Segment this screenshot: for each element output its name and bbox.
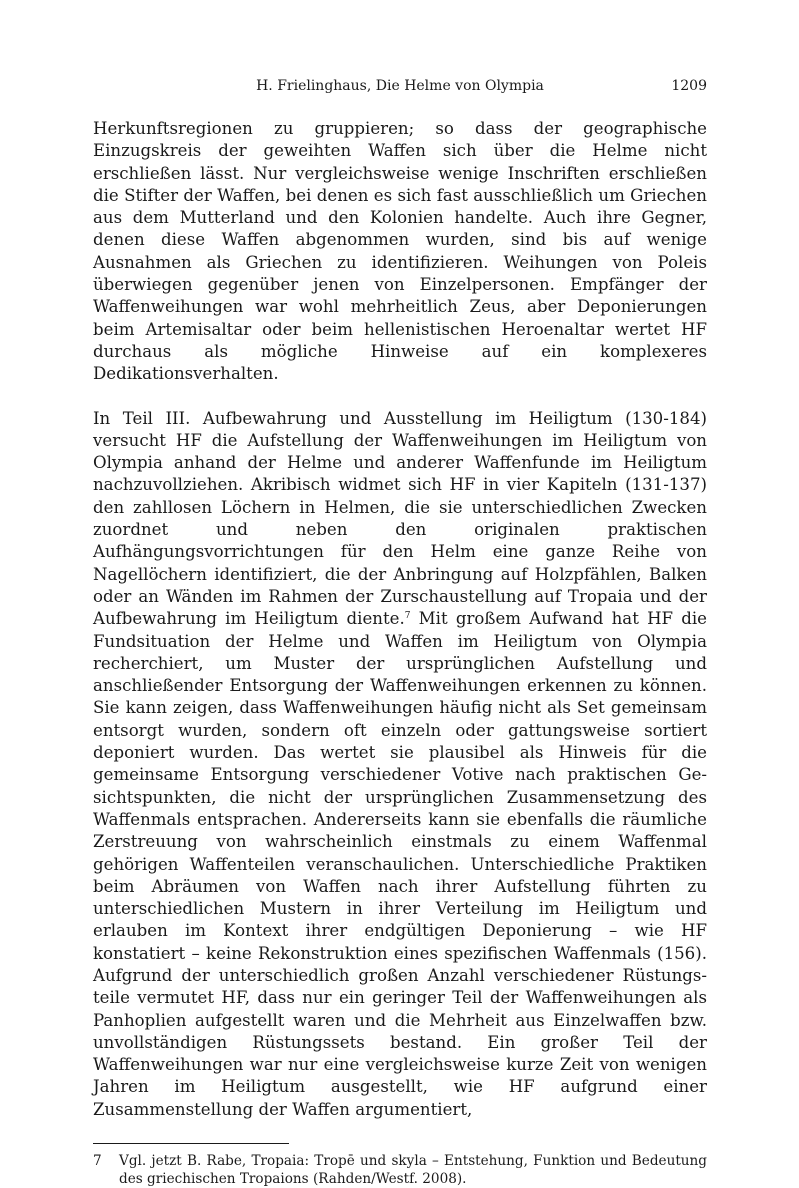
footnote-number: 7 [93, 1153, 102, 1170]
page-number: 1209 [671, 78, 707, 94]
paragraph-2-text-before-note: In Teil III. Aufbewahrung und Ausstellung im Heiligtum (130-184) versucht HF die Aufstellung der Waffenweihungen im Heiligtum von Olympia anhand der Helme und anderer Waffenfunde im Heiligtum nachzuvollziehen. Akribisch widmet sich HF in vier Kapiteln (131-137) den zahllosen Löchern in Helmen, die sie unterschiedlichen Zwecken zuordnet und neben den originalen praktischen Aufhängungsvorrichtungen für den Helm eine ganze Reihe von Nagellöchern identifiziert, die der Anbringung auf Holzpfählen, Balken oder an Wänden im Rahmen der Zurschaustellung auf Tropaia und der Aufbewahrung im Heiligtum diente. [93, 408, 707, 629]
running-head [93, 78, 707, 100]
running-title: H. Frielinghaus, Die Helme von Olympia [256, 78, 544, 94]
footnote [93, 1153, 707, 1188]
paragraph-1: Herkunftsregionen zu gruppieren; so dass der geographische Einzugskreis der geweihten Waffen sich über die Helme nicht erschließen lässt. Nur vergleichsweise wenige Inschriften erschließen die Stifter der Waffen, bei denen es sich fast ausschließlich um Griechen aus dem Mutterland und den Kolonien handelte. Auch ihre Gegner, denen diese Waffen abgenommen wurden, sind bis auf wenige Ausnahmen als Griechen zu identifizieren. Weihungen von Poleis überwiegen gegenüber jenen von Einzelpersonen. Empfänger der Waffenweihungen war wohl mehrheitlich Zeus, aber Deponierungen beim Artemisaltar oder beim hellenistischen Heroenaltar wertet HF durchaus als mögliche Hinweise auf ein komplexeres Dedikationsverhalten. [93, 119, 707, 384]
footnote-text: Vgl. jetzt B. Rabe, Tropaia: Tropē und skyla – Entstehung, Funktion und Bedeutung des griechischen Tropaions (Rahden/Westf. 2008). [119, 1153, 707, 1187]
paragraph-2-text-after-note: Mit großem Aufwand hat HF die Fundsituation der Helme und Waffen im Heiligtum von Olympia recherchiert, um Muster der ursprünglichen Aufstellung und anschließender Entsorgung der Waffenweihungen erkennen zu können. Sie kann zeigen, dass Waffenweihungen häufig nicht als Set gemeinsam entsorgt wurden, sondern oft einzeln oder gattungsweise sortiert deponiert wurden. Das wertet sie plausibel als Hinweis für die gemeinsame Entsorgung verschiedener Votive nach praktischen Gesichtspunkten, die nicht der ursprünglichen Zusammensetzung des Waffenmals entsprachen. Andererseits kann sie ebenfalls die räumliche Zerstreuung von wahrscheinlich einstmals zu einem Waffenmal gehörigen Waffenteilen veranschaulichen. Unterschiedliche Praktiken beim Abräumen von Waffen nach ihrer Aufstellung führten zu unterschiedlichen Mustern in ihrer Verteilung im Heiligtum und erlauben im Kontext ihrer endgültigen Deponierung – wie HF konstatiert – keine Rekonstruktion eines spezifischen Waffenmals (156). Aufgrund der unterschiedlich großen Anzahl verschiedener Rüstungsteile vermutet HF, dass nur ein geringer Teil der Waffenweihungen als Panhoplien aufgestellt waren und die Mehrheit aus Einzelwaffen bzw. unvollständigen Rüstungssets bestand. Ein großer Teil der Waffenweihungen war nur eine vergleichsweise kurze Zeit von wenigen Jahren im Heiligtum ausgestellt, wie HF aufgrund einer Zusammenstellung der Waffen argumentiert, [93, 609, 707, 1119]
footnote-reference[interactable]: 7 [404, 611, 411, 622]
body-text [93, 118, 707, 1121]
page [93, 78, 707, 1188]
paragraph-2 [93, 408, 707, 1122]
footnote-divider [93, 1143, 289, 1144]
